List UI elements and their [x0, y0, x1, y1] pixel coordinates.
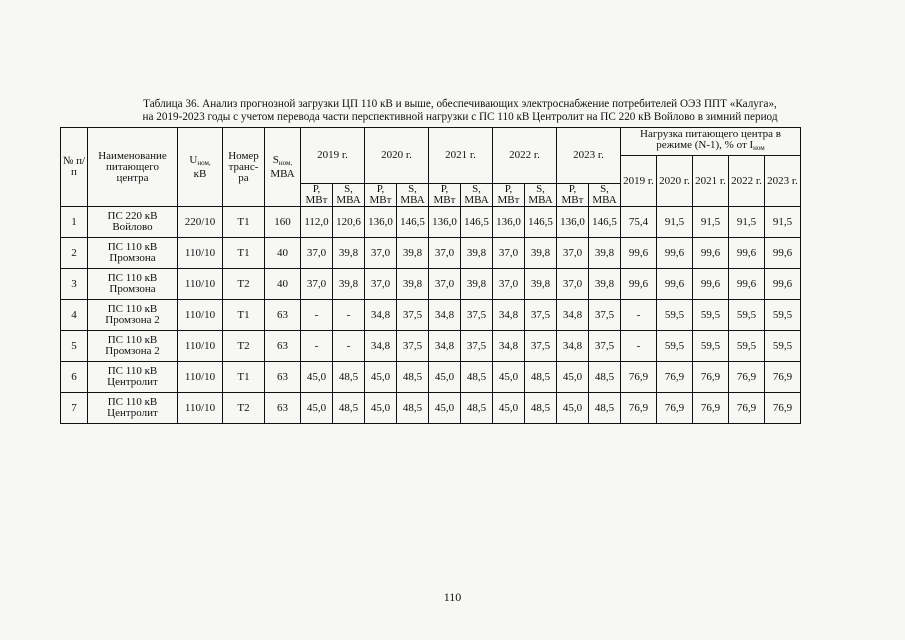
- cell-load: 99,6: [693, 238, 729, 269]
- cell-num: 4: [61, 300, 88, 331]
- cell-p: 37,0: [429, 238, 461, 269]
- header-year-2022: 2022 г.: [493, 128, 557, 184]
- cell-p: 45,0: [365, 362, 397, 393]
- cell-p: 37,0: [557, 269, 589, 300]
- cell-load: 76,9: [621, 362, 657, 393]
- cell-p: 136,0: [493, 207, 525, 238]
- header-s: S, МВА: [525, 184, 557, 207]
- header-load: Нагрузка питающего центра в режиме (N-1), % от $I_{ном}$: [621, 128, 801, 156]
- cell-p: 45,0: [365, 393, 397, 424]
- cell-rated-power: 63: [265, 331, 301, 362]
- cell-load: 76,9: [657, 393, 693, 424]
- cell-s: 39,8: [589, 238, 621, 269]
- cell-s: 39,8: [525, 238, 557, 269]
- cell-num: 3: [61, 269, 88, 300]
- cell-transformer: Т2: [223, 393, 265, 424]
- cell-p: 37,0: [365, 238, 397, 269]
- cell-s: 39,8: [461, 269, 493, 300]
- cell-load: 99,6: [657, 269, 693, 300]
- table-row: [61, 207, 801, 238]
- header-name: Наименование питающего центра: [88, 128, 178, 207]
- cell-s: 146,5: [397, 207, 429, 238]
- page-number: 110: [443, 590, 462, 604]
- cell-s: 39,8: [397, 269, 429, 300]
- cell-s: 39,8: [333, 269, 365, 300]
- cell-p: 45,0: [301, 393, 333, 424]
- cell-load: 59,5: [729, 331, 765, 362]
- cell-load: -: [621, 331, 657, 362]
- cell-load: 99,6: [621, 238, 657, 269]
- cell-rated-power: 40: [265, 238, 301, 269]
- cell-load: 59,5: [765, 300, 801, 331]
- cell-s: 48,5: [397, 362, 429, 393]
- cell-name: ПС 110 кВ Центролит: [88, 362, 178, 393]
- cell-voltage: 110/10: [178, 300, 223, 331]
- load-analysis-table: [60, 127, 801, 424]
- cell-s: 48,5: [461, 393, 493, 424]
- header-voltage: $U_{ном,}$ кВ: [178, 128, 223, 207]
- cell-s: 37,5: [461, 300, 493, 331]
- header-p: Р, МВт: [493, 184, 525, 207]
- cell-voltage: 110/10: [178, 393, 223, 424]
- cell-load: 59,5: [657, 331, 693, 362]
- cell-voltage: 220/10: [178, 207, 223, 238]
- cell-load: 99,6: [765, 269, 801, 300]
- header-num: № п/п: [61, 128, 88, 207]
- header-year-2020: 2020 г.: [365, 128, 429, 184]
- cell-s: 146,5: [525, 207, 557, 238]
- cell-transformer: Т1: [223, 362, 265, 393]
- cell-rated-power: 63: [265, 393, 301, 424]
- cell-load: 76,9: [729, 362, 765, 393]
- cell-name: ПС 220 кВ Войлово: [88, 207, 178, 238]
- cell-transformer: Т2: [223, 269, 265, 300]
- cell-load: 76,9: [657, 362, 693, 393]
- caption-line-1: Таблица 36. Анализ прогнозной загрузки ЦП 110 кВ и выше, обеспечивающих электроснабжение потребителей ОЭЗ ППТ «Калуга»,: [143, 98, 777, 110]
- cell-p: 136,0: [557, 207, 589, 238]
- cell-rated-power: 63: [265, 300, 301, 331]
- cell-s: 120,6: [333, 207, 365, 238]
- cell-transformer: Т1: [223, 300, 265, 331]
- cell-s: 37,5: [525, 300, 557, 331]
- cell-s: 39,8: [333, 238, 365, 269]
- cell-p: 112,0: [301, 207, 333, 238]
- header-year-2023: 2023 г.: [557, 128, 621, 184]
- cell-num: 1: [61, 207, 88, 238]
- cell-load: 99,6: [765, 238, 801, 269]
- cell-p: 45,0: [429, 393, 461, 424]
- cell-load: 59,5: [657, 300, 693, 331]
- cell-load: 76,9: [765, 393, 801, 424]
- cell-p: -: [301, 331, 333, 362]
- cell-p: 34,8: [365, 300, 397, 331]
- cell-load: 76,9: [621, 393, 657, 424]
- cell-load: -: [621, 300, 657, 331]
- cell-p: 37,0: [429, 269, 461, 300]
- cell-p: 136,0: [365, 207, 397, 238]
- cell-name: ПС 110 кВ Центролит: [88, 393, 178, 424]
- cell-p: 34,8: [493, 331, 525, 362]
- cell-s: 39,8: [397, 238, 429, 269]
- cell-p: 34,8: [429, 300, 461, 331]
- cell-load: 99,6: [621, 269, 657, 300]
- cell-load: 76,9: [765, 362, 801, 393]
- cell-s: 39,8: [525, 269, 557, 300]
- cell-name: ПС 110 кВ Промзона: [88, 269, 178, 300]
- cell-transformer: Т1: [223, 238, 265, 269]
- header-p: Р, МВт: [301, 184, 333, 207]
- cell-p: 37,0: [301, 269, 333, 300]
- cell-name: ПС 110 кВ Промзона: [88, 238, 178, 269]
- cell-load: 76,9: [729, 393, 765, 424]
- header-year-2021: 2021 г.: [429, 128, 493, 184]
- table-row: [61, 269, 801, 300]
- table-row: [61, 393, 801, 424]
- cell-voltage: 110/10: [178, 269, 223, 300]
- cell-load: 59,5: [729, 300, 765, 331]
- cell-p: 34,8: [557, 300, 589, 331]
- cell-voltage: 110/10: [178, 362, 223, 393]
- cell-num: 5: [61, 331, 88, 362]
- header-p: Р, МВт: [429, 184, 461, 207]
- cell-load: 76,9: [693, 393, 729, 424]
- cell-p: 37,0: [493, 269, 525, 300]
- header-year-2019: 2019 г.: [301, 128, 365, 184]
- cell-s: 37,5: [461, 331, 493, 362]
- cell-p: 34,8: [365, 331, 397, 362]
- caption-line-2: на 2019-2023 годы с учетом перевода части перспективной нагрузки с ПС 110 кВ Центролит на ПС 220 кВ Войлово в зимний период: [142, 111, 778, 123]
- cell-num: 2: [61, 238, 88, 269]
- cell-num: 7: [61, 393, 88, 424]
- cell-num: 6: [61, 362, 88, 393]
- cell-p: 37,0: [301, 238, 333, 269]
- header-s: S, МВА: [589, 184, 621, 207]
- cell-load: 75,4: [621, 207, 657, 238]
- cell-load: 99,6: [729, 269, 765, 300]
- cell-p: 37,0: [365, 269, 397, 300]
- cell-s: 48,5: [333, 362, 365, 393]
- cell-s: 48,5: [461, 362, 493, 393]
- header-load-year-2020: 2020 г.: [657, 156, 693, 207]
- table-row: [61, 331, 801, 362]
- cell-s: 37,5: [589, 300, 621, 331]
- table-caption: [40, 98, 880, 124]
- cell-rated-power: 63: [265, 362, 301, 393]
- cell-load: 59,5: [693, 300, 729, 331]
- cell-name: ПС 110 кВ Промзона 2: [88, 300, 178, 331]
- cell-p: 45,0: [301, 362, 333, 393]
- cell-p: 136,0: [429, 207, 461, 238]
- header-p: Р, МВт: [365, 184, 397, 207]
- cell-p: 45,0: [493, 393, 525, 424]
- cell-s: 48,5: [333, 393, 365, 424]
- cell-s: 39,8: [461, 238, 493, 269]
- cell-p: 45,0: [429, 362, 461, 393]
- table-body: [61, 207, 801, 424]
- cell-load: 91,5: [693, 207, 729, 238]
- cell-load: 76,9: [693, 362, 729, 393]
- header-s: S, МВА: [397, 184, 429, 207]
- cell-s: 37,5: [525, 331, 557, 362]
- cell-load: 91,5: [657, 207, 693, 238]
- cell-load: 99,6: [693, 269, 729, 300]
- cell-voltage: 110/10: [178, 331, 223, 362]
- header-load-year-2023: 2023 г.: [765, 156, 801, 207]
- cell-p: 37,0: [557, 238, 589, 269]
- cell-s: 37,5: [589, 331, 621, 362]
- header-transformer: Номер транс-ра: [223, 128, 265, 207]
- cell-s: 48,5: [589, 362, 621, 393]
- header-load-year-2021: 2021 г.: [693, 156, 729, 207]
- cell-p: 34,8: [429, 331, 461, 362]
- cell-s: 146,5: [461, 207, 493, 238]
- table-row: [61, 238, 801, 269]
- header-p: Р, МВт: [557, 184, 589, 207]
- cell-rated-power: 160: [265, 207, 301, 238]
- cell-load: 91,5: [765, 207, 801, 238]
- cell-p: 45,0: [557, 393, 589, 424]
- header-load-year-2019: 2019 г.: [621, 156, 657, 207]
- header-s: S, МВА: [461, 184, 493, 207]
- cell-load: 91,5: [729, 207, 765, 238]
- cell-s: -: [333, 300, 365, 331]
- cell-p: -: [301, 300, 333, 331]
- cell-transformer: Т1: [223, 207, 265, 238]
- cell-p: 37,0: [493, 238, 525, 269]
- cell-s: 39,8: [589, 269, 621, 300]
- cell-rated-power: 40: [265, 269, 301, 300]
- header-load-year-2022: 2022 г.: [729, 156, 765, 207]
- header-rated-power: $S_{ном,}$ МВА: [265, 128, 301, 207]
- cell-transformer: Т2: [223, 331, 265, 362]
- cell-voltage: 110/10: [178, 238, 223, 269]
- table-row: [61, 300, 801, 331]
- cell-p: 45,0: [493, 362, 525, 393]
- table-row: [61, 362, 801, 393]
- cell-p: 34,8: [557, 331, 589, 362]
- cell-s: 48,5: [525, 362, 557, 393]
- cell-s: -: [333, 331, 365, 362]
- cell-load: 99,6: [729, 238, 765, 269]
- cell-s: 48,5: [525, 393, 557, 424]
- cell-load: 59,5: [765, 331, 801, 362]
- table-container: [60, 127, 801, 424]
- cell-load: 99,6: [657, 238, 693, 269]
- header-s: S, МВА: [333, 184, 365, 207]
- cell-s: 48,5: [589, 393, 621, 424]
- cell-name: ПС 110 кВ Промзона 2: [88, 331, 178, 362]
- cell-s: 37,5: [397, 331, 429, 362]
- cell-s: 48,5: [397, 393, 429, 424]
- cell-p: 34,8: [493, 300, 525, 331]
- cell-p: 45,0: [557, 362, 589, 393]
- cell-load: 59,5: [693, 331, 729, 362]
- cell-s: 37,5: [397, 300, 429, 331]
- cell-s: 146,5: [589, 207, 621, 238]
